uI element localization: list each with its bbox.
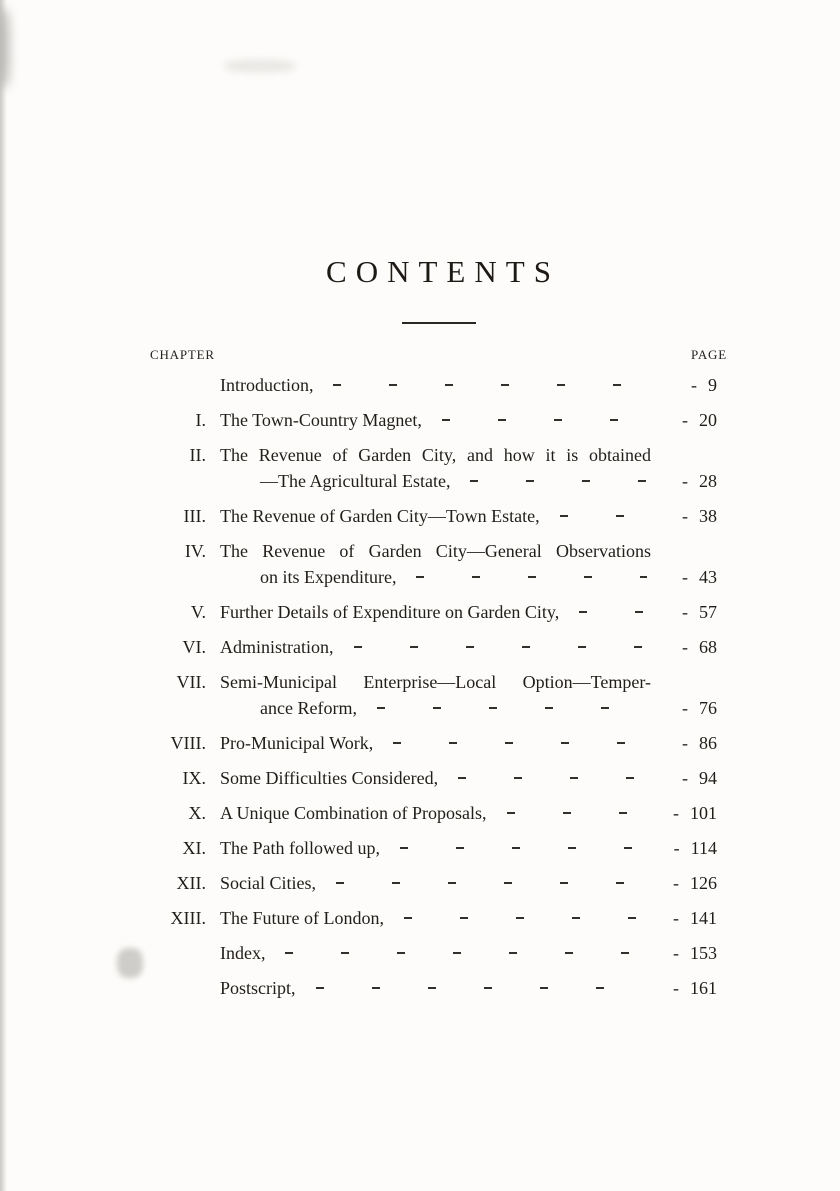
entry-title: Pro-Municipal Work, [220,733,374,753]
entry-last-line [220,835,651,861]
toc-entry [150,669,717,721]
chapter-column-label: CHAPTER [150,347,215,362]
entry-last-line [220,800,651,826]
entry-title-block [220,372,651,398]
toc-entry [150,870,717,896]
entry-title-block [220,538,651,590]
entry-title: The Future of London, [220,908,384,928]
page-number: - 68 [665,634,717,660]
entry-title-block [220,634,651,660]
page-column-label: PAGE [691,347,727,362]
chapter-numeral: XI. [182,838,206,858]
page-number: - 9 [665,372,717,398]
chapter-numeral [150,372,206,398]
page-title: CONTENTS [326,254,560,289]
entry-title: —The Agricultural Estate, [260,471,451,491]
entry-last-line [220,975,651,1001]
toc-entry [150,800,717,826]
entry-title-block [220,975,651,1001]
chapter-numeral: IX. [182,768,206,788]
toc-list [150,372,727,1001]
entry-title-block [220,940,651,966]
entry-title: The Path followed up, [220,838,380,858]
page-number: - 86 [665,730,717,756]
toc-entry [150,905,717,931]
chapter-numeral [150,975,206,1001]
page-number: - 20 [665,407,717,433]
entry-last-line [220,870,651,896]
scan-edge-shadow [0,0,7,1191]
entry-last-line [220,468,651,494]
entry-title: A Unique Combination of Proposals, [220,803,487,823]
chapter-numeral: V. [190,602,206,622]
column-headers [150,346,727,364]
toc-entry [150,940,717,966]
entry-title: Some Difficulties Considered, [220,768,439,788]
entry-last-line [220,372,651,398]
entry-title-line: The Revenue of Garden City, and how it is obtained [220,445,651,465]
entry-title-line: The Revenue of Garden City—General Observations [220,541,651,561]
page-number: - 114 [665,835,717,861]
chapter-numeral: XII. [176,873,206,893]
entry-title-block [220,730,651,756]
page-number: - 141 [665,905,717,931]
page-number: - 43 [665,564,717,590]
scan-artifact [0,8,10,88]
entry-last-line [220,730,651,756]
page-number: - 101 [665,800,717,826]
chapter-numeral: X. [188,803,206,823]
page-number: - 126 [665,870,717,896]
entry-last-line [220,407,651,433]
page-number: - 38 [665,503,717,529]
entry-title-block [220,599,651,625]
scan-artifact [117,948,143,978]
entry-title: The Town-Country Magnet, [220,410,422,430]
entry-last-line [220,564,651,590]
chapter-numeral [150,940,206,966]
page-number: - 57 [665,599,717,625]
entry-title-block [220,765,651,791]
entry-title-block [220,503,651,529]
entry-last-line [220,940,651,966]
entry-title: Postscript, [220,978,296,998]
toc-entry [150,835,717,861]
toc-entry [150,975,717,1001]
entry-title: Introduction, [220,375,314,395]
chapter-numeral: III. [183,506,206,526]
entry-last-line [220,695,651,721]
chapter-numeral: II. [189,445,206,465]
entry-title-line: Semi-Municipal Enterprise—Local Option—Temper- [220,672,651,692]
entry-title-block [220,870,651,896]
chapter-numeral: VII. [176,672,206,692]
toc-entry [150,407,717,433]
entry-title: Administration, [220,637,334,657]
page-number: - 28 [665,468,717,494]
toc-entry [150,538,717,590]
entry-title: on its Expenditure, [260,567,397,587]
entry-title: The Revenue of Garden City—Town Estate, [220,506,540,526]
entry-last-line [220,765,651,791]
entry-title: Social Cities, [220,873,316,893]
entry-title-block [220,407,651,433]
entry-last-line [220,905,651,931]
entry-title-block [220,905,651,931]
entry-title-block [220,442,651,494]
chapter-numeral: I. [195,410,206,430]
entry-last-line [220,599,651,625]
entry-title: Further Details of Expenditure on Garden City, [220,602,560,622]
entry-title: Index, [220,943,266,963]
entry-title-block [220,835,651,861]
entry-last-line [220,503,651,529]
chapter-numeral: XIII. [170,908,206,928]
entry-title: ance Reform, [260,698,357,718]
toc-entry [150,765,717,791]
chapter-numeral: VIII. [170,733,206,753]
toc-entry [150,599,717,625]
toc-entry [150,442,717,494]
toc-entry [150,730,717,756]
entry-title-block [220,669,651,721]
page-number: - 161 [665,975,717,1001]
toc-entry [150,634,717,660]
toc-entry [150,503,717,529]
chapter-numeral: IV. [184,541,206,561]
entry-last-line [220,634,651,660]
title-rule [402,322,476,324]
page-number: - 76 [665,695,717,721]
entry-title-block [220,800,651,826]
chapter-numeral: VI. [182,637,206,657]
contents-block [150,0,727,1001]
page-number: - 94 [665,765,717,791]
toc-entry [150,372,717,398]
page-number: - 153 [665,940,717,966]
